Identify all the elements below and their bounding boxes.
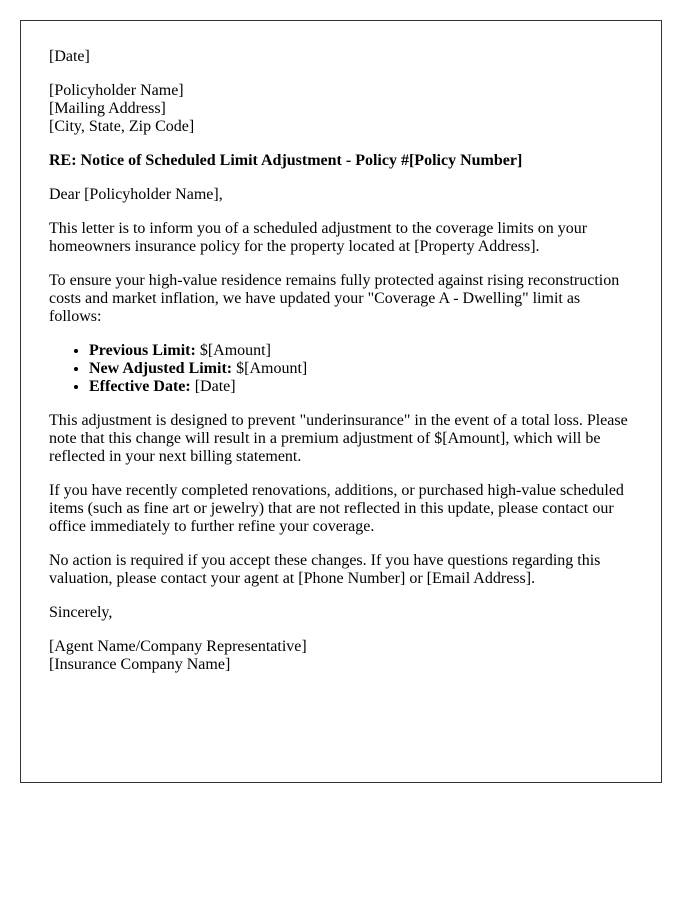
- recipient-name: [Policyholder Name]: [49, 82, 184, 99]
- closing: Sincerely,: [49, 604, 113, 621]
- limit-value: $[Amount]: [195, 342, 271, 359]
- paragraph-no-action: No action is required if you accept these changes. If you have questions regarding this valuation, please contact your agent at [Phone Number] or [Email Address].: [49, 552, 601, 587]
- limit-label: Effective Date:: [89, 378, 191, 395]
- subject-line: [49, 152, 633, 170]
- list-item: [89, 342, 633, 360]
- recipient-block: [49, 82, 633, 136]
- recipient-address: [Mailing Address]: [49, 100, 166, 117]
- paragraph-premium: This adjustment is designed to prevent "underinsurance" in the event of a total loss. Please note that this change will result in a premium adjustment of $[Amount], which will be reflected in your next billing statement.: [49, 412, 628, 465]
- paragraph-renovations: If you have recently completed renovations, additions, or purchased high-value scheduled items (such as fine art or jewelry) that are not reflected in this update, please contact our office immediately to further refine your coverage.: [49, 482, 624, 535]
- limit-label: New Adjusted Limit:: [89, 360, 233, 377]
- salutation: Dear [Policyholder Name],: [49, 186, 223, 203]
- list-item: [89, 360, 633, 378]
- limit-value: $[Amount]: [232, 360, 308, 377]
- limit-value: [Date]: [190, 378, 236, 395]
- signature-company: [Insurance Company Name]: [49, 656, 231, 673]
- signature-agent: [Agent Name/Company Representative]: [49, 638, 307, 655]
- recipient-city-state-zip: [City, State, Zip Code]: [49, 118, 195, 135]
- paragraph-intro: This letter is to inform you of a scheduled adjustment to the coverage limits on your homeowners insurance policy for the property located at [Property Address].: [49, 220, 588, 255]
- paragraph-reason: To ensure your high-value residence remains fully protected against rising reconstruction costs and market inflation, we have updated your "Coverage A - Dwelling" limit as follows:: [49, 272, 620, 325]
- list-item: [89, 378, 633, 396]
- limits-list: [49, 342, 633, 396]
- subject-text: RE: Notice of Scheduled Limit Adjustment - Policy #[Policy Number]: [49, 152, 523, 169]
- letter: [20, 20, 662, 783]
- signature-block: [49, 638, 633, 674]
- limit-label: Previous Limit:: [89, 342, 196, 359]
- letter-date: [Date]: [49, 48, 90, 65]
